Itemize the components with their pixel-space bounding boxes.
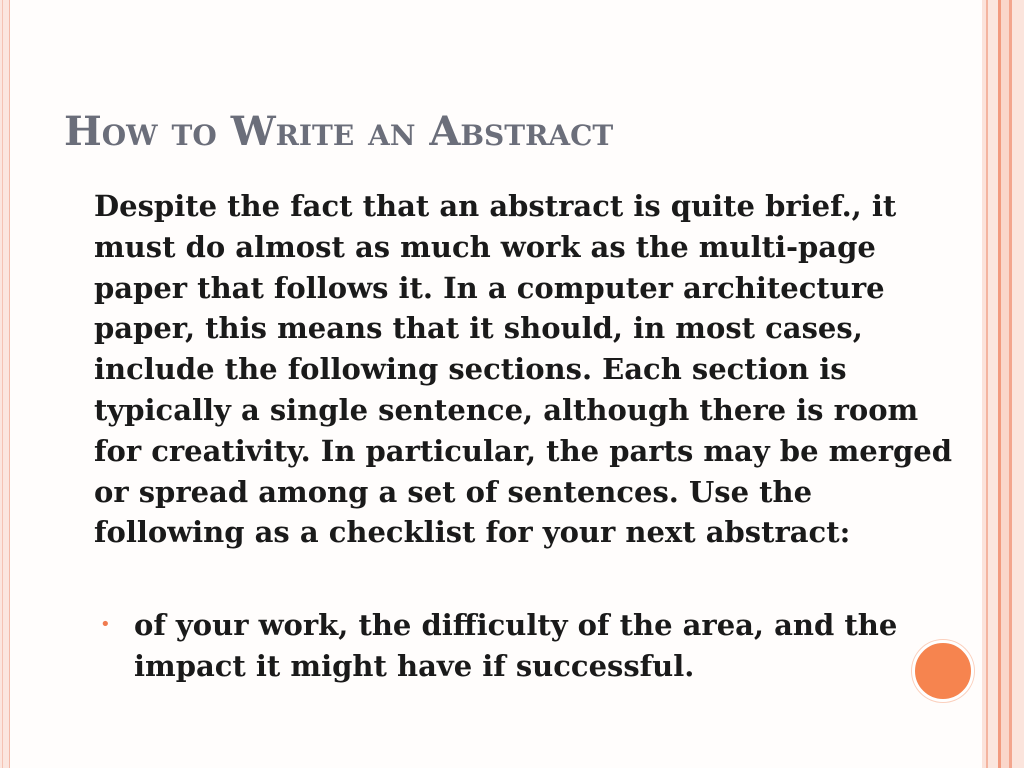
bullet-list-item [100, 605, 900, 687]
left-border-decoration [0, 0, 10, 768]
slide-title: How to Write an Abstract [64, 108, 614, 155]
slide-body-text: Despite the fact that an abstract is quite brief., it must do almost as much work as the multi-page paper that follows it. In a computer architecture paper, this means that it should, in most cases, include the following sections. Each section is typically a single sentence, although there is room for creativity. In particular, the parts may be merged or spread among a set of sentences. Use the following as a checklist for your next abstract: [94, 189, 953, 550]
stripe [988, 0, 998, 768]
bullet-marker: • [100, 614, 111, 635]
orange-circle-decoration [912, 640, 974, 702]
stripe [1012, 0, 1024, 768]
right-stripes-decoration [982, 0, 1024, 768]
stripe [1001, 0, 1009, 768]
bullet-text: of your work, the difficulty of the area, and the impact it might have if successful. [134, 608, 898, 683]
